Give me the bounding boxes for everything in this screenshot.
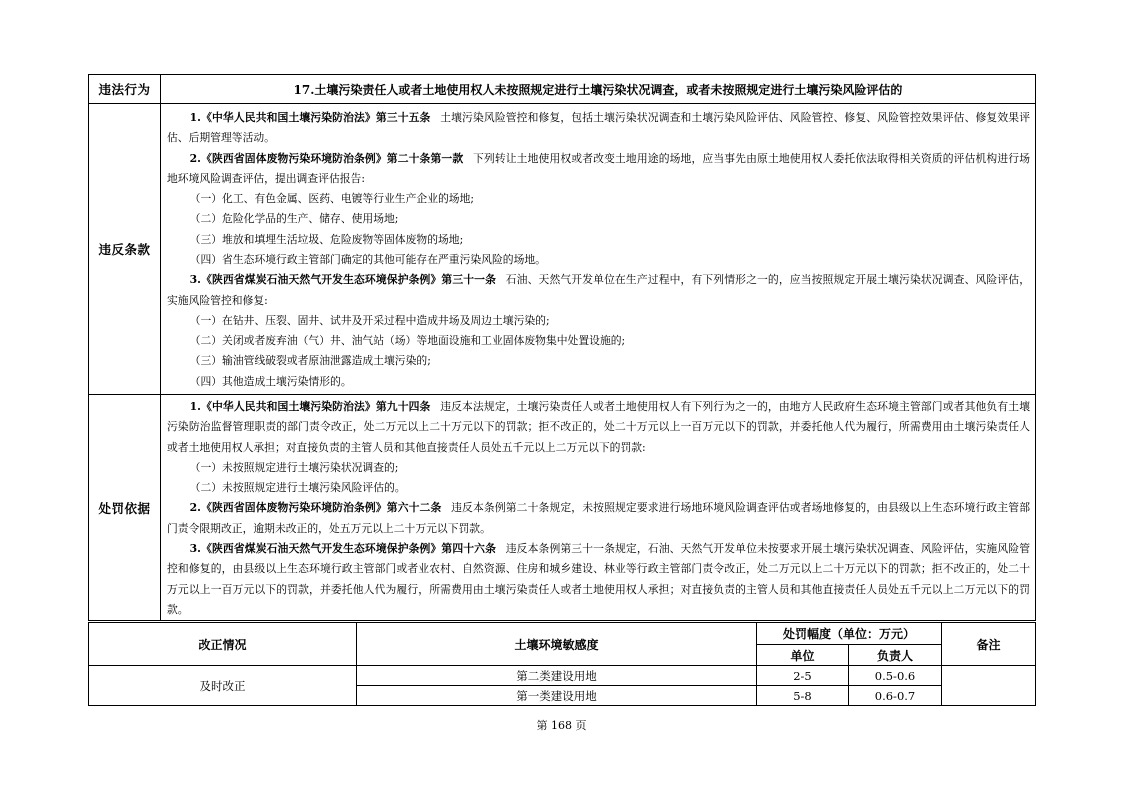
clause-text: 违反本法规定，土壤污染责任人或者土地使用权人有下列行为之一的，由地方人民政府生态环境主管部门或者其他负有土壤污染防治监督管理职责的部门责令改正，处二万元以上二十万元以下的罚款；拒不改正的，处二十万元以上一百万元以下的罚款，并委托他人代为履行，所需费用由土壤污染责任人或者土地使用权人承担；对直接负责的主管人员和其他直接责任人员处五千元以上二万元以下的罚款: (167, 400, 1030, 454)
penalty-content (161, 395, 1036, 621)
clause-text: 下列转让土地使用权或者改变土地用途的场地，应当事先由原土地使用权人委托依法取得相关资质的评估机构进行场地环境风险调查评估，提出调查评估报告: (167, 151, 1030, 185)
person-range-cell: 0.5-0.6 (849, 666, 942, 686)
list-item: （四）省生态环境行政主管部门确定的其他可能存在严重污染风险的场地。 (189, 253, 546, 266)
list-item: （二）未按照规定进行土壤污染风险评估的。 (189, 481, 406, 495)
unit-range-cell: 2-5 (757, 666, 849, 686)
range-header-row (89, 623, 1036, 645)
violation-content (161, 104, 1036, 395)
list-item: （二）关闭或者废弃油（气）井、油气站（场）等地面设施和工业固体废物集中处置设施的; (189, 334, 626, 348)
clause-text: 石油、天然气开发单位在生产过程中，有下列情形之一的，应当按照规定开展土壤污染状况调查、风险评估，实施风险管控和修复: (167, 273, 1030, 307)
law-citation: 3.《陕西省煤炭石油天然气开发生态环境保护条例》第四十六条 (189, 542, 497, 556)
penalty-para-1 (167, 397, 1030, 458)
penalty-range-table (88, 622, 1036, 706)
penalty-row (89, 395, 1036, 621)
col-person: 负责人 (849, 645, 942, 666)
clause-text: 违反本条例第二十条规定，未按照规定要求进行场地环境风险调查评估或者场地修复的，由县级以上生态环境行政主管部门责令限期改正，逾期未改正的，处五万元以上二十万元以下罚款。 (167, 501, 1030, 535)
law-citation: 2.《陕西省固体废物污染环境防治条例》第六十二条 (189, 501, 442, 515)
col-remark: 备注 (942, 623, 1036, 666)
sensitivity-cell: 第一类建设用地 (357, 686, 757, 706)
list-item: （三）输油管线破裂或者原油泄露造成土壤污染的; (189, 354, 431, 368)
penalty-label: 处罚依据 (89, 395, 161, 621)
page-number: 第 168 页 (536, 719, 587, 732)
remark-cell (942, 666, 1036, 706)
law-citation: 1.《中华人民共和国土壤污染防治法》第九十四条 (189, 400, 431, 413)
law-citation: 3.《陕西省煤炭石油天然气开发生态环境保护条例》第三十一条 (189, 273, 497, 287)
list-item: （三）堆放和填埋生活垃圾、危险废物等固体废物的场地; (189, 232, 464, 246)
clause-text: 违反本条例第三十一条规定，石油、天然气开发单位未按要求开展土壤污染状况调查、风险评估，实施风险管控和修复的，由县级以上生态环境行政主管部门或者业农村、自然资源、住房和城乡建设、林业等行政主管部门责令改正，处二万元以上二十万元以下的罚款；拒不改正的，处二十万元以上一百万元以下的罚款，并委托他人代为履行，所需费用由土壤污染责任人或者土地使用权人承担；对直接负责的主管人员和其他直接责任人员处五千元以上二万元以下的罚款。 (167, 542, 1030, 616)
list-item: （四）其他造成土壤污染情形的。 (189, 374, 352, 388)
violation-row (89, 104, 1036, 395)
violation-label: 违反条款 (89, 104, 161, 395)
unit-range-cell: 5-8 (757, 686, 849, 706)
penalty-para-3 (167, 539, 1030, 620)
header-row (89, 75, 1036, 104)
violation-para-1 (167, 108, 1030, 149)
col-range: 处罚幅度（单位：万元） (757, 623, 942, 645)
col-unit: 单位 (757, 645, 849, 666)
main-table (88, 74, 1036, 621)
violation-para-2 (167, 149, 1030, 190)
violation-para-3 (167, 270, 1030, 311)
law-citation: 2.《陕西省固体废物污染环境防治条例》第二十条第一款 (189, 151, 464, 165)
clause-text: 土壤污染风险管控和修复，包括土壤污染状况调查和土壤污染风险评估、风险管控、修复、风险管控效果评估、修复效果评估、后期管理等活动。 (167, 110, 1030, 145)
sensitivity-cell: 第二类建设用地 (357, 666, 757, 686)
list-item: （一）在钻井、压裂、固井、试井及开采过程中造成井场及周边土壤污染的; (189, 313, 550, 327)
table-row (89, 666, 1036, 686)
list-item: （一）化工、有色金属、医药、电镀等行业生产企业的场地; (189, 192, 475, 206)
law-citation: 1.《中华人民共和国土壤污染防治法》第三十五条 (189, 110, 431, 124)
header-label: 违法行为 (89, 75, 161, 104)
violation-title: 17.土壤污染责任人或者土地使用权人未按照规定进行土壤污染状况调查，或者未按照规定进行土壤污染风险评估的 (161, 75, 1036, 104)
col-sensitivity: 土壤环境敏感度 (357, 623, 757, 666)
list-item: （二）危险化学品的生产、储存、使用场地; (189, 212, 399, 226)
col-correction: 改正情况 (89, 623, 357, 666)
list-item: （一）未按照规定进行土壤污染状况调查的; (189, 460, 399, 474)
penalty-para-2 (167, 498, 1030, 539)
person-range-cell: 0.6-0.7 (849, 686, 942, 706)
correction-value: 及时改正 (89, 666, 357, 706)
